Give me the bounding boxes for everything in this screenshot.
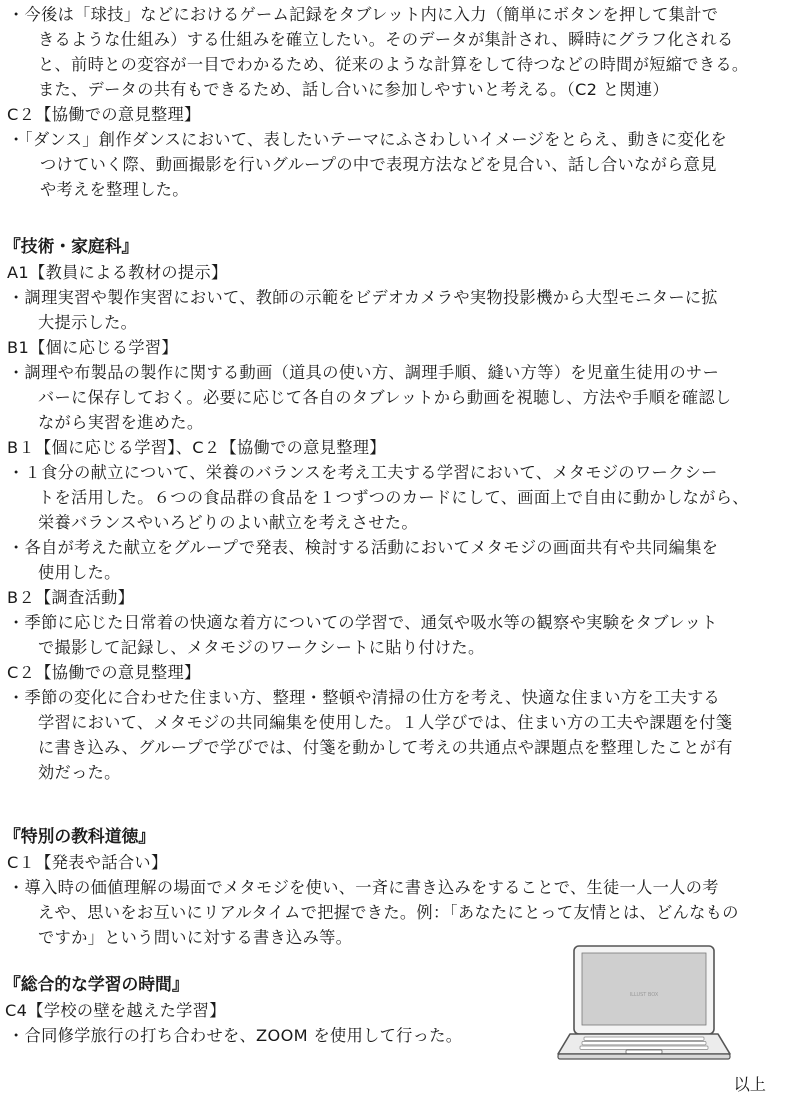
subheading-a1: A1【教員による教材の提示】 [7, 263, 228, 282]
text-line: と、前時との変容が一目でわかるため、従来のような計算をして待つなどの時間が短縮できる。 [38, 55, 749, 74]
text-line: トを活用した。６つの食品群の食品を１つずつのカードにして、画面上で自由に動かしながら、 [38, 488, 749, 507]
subheading-c4: C4【学校の壁を越えた学習】 [5, 1001, 226, 1020]
text-line: ・季節に応じた日常着の快適な着方についての学習で、通気や吸水等の観察や実験をタブレット [8, 613, 718, 632]
text-line: きるような仕組み）する仕組みを確立したい。そのデータが集計され、瞬時にグラフ化される [38, 30, 734, 49]
text-line: ・１食分の献立について、栄養のバランスを考え工夫する学習において、メタモジのワークシー [8, 463, 718, 482]
section-title: 『技術・家庭科』 [4, 236, 139, 256]
text-line: ながら実習を進めた。 [38, 413, 204, 432]
laptop-icon [556, 944, 732, 1062]
text-line: ・調理や布製品の製作に関する動画（道具の使い方、調理手順、縫い方等）を児童生徒用のサー [8, 363, 720, 382]
text-line: バーに保存しておく。必要に応じて各自のタブレットから動画を視聴し、方法や手順を確認し [38, 388, 732, 407]
text-line: また、データの共有もできるため、話し合いに参加しやすいと考える。（C2 と関連） [38, 80, 669, 99]
illustration-caption: ILLUST BOX [629, 992, 659, 998]
text-line: ・各自が考えた献立をグループで発表、検討する活動においてメタモジの画面共有や共同編集を [8, 538, 719, 557]
text-line: 学習において、メタモジの共同編集を使用した。１人学びでは、住まい方の工夫や課題を付箋 [38, 713, 733, 732]
text-line: 効だった。 [38, 763, 121, 782]
text-line: ・今後は「球技」などにおけるゲーム記録をタブレット内に入力（簡単にボタンを押して集計で [8, 5, 719, 24]
subheading-c2: C２【協働での意見整理】 [7, 105, 201, 124]
text-line: つけていく際、動画撮影を行いグループの中で表現方法などを見合い、話し合いながら意見 [40, 155, 717, 174]
text-line: 栄養バランスやいろどりのよい献立を考えさせた。 [38, 513, 418, 532]
text-line: ・調理実習や製作実習において、教師の示範をビデオカメラや実物投影機から大型モニターに拡 [8, 288, 718, 307]
text-line: 使用した。 [38, 563, 121, 582]
text-line: えや、思いをお互いにリアルタイムで把握できた。例：「あなたにとって友情とは、どんなもの [38, 903, 739, 922]
pe-continuation [0, 2, 800, 202]
text-line: ・合同修学旅行の打ち合わせを、ZOOM を使用して行った。 [8, 1026, 463, 1045]
subheading-b2: B２【調査活動】 [7, 588, 135, 607]
text-line: ・「ダンス」創作ダンスにおいて、表したいテーマにふさわしいイメージをとらえ、動きに変化を [8, 130, 728, 149]
section-title: 『総合的な学習の時間』 [4, 974, 189, 994]
text-line: に書き込み、グループで学びでは、付箋を動かして考えの共通点や課題点を整理したことが有 [38, 738, 733, 757]
section-gika [0, 232, 800, 785]
text-line: 大提示した。 [38, 313, 138, 332]
subheading-c2: C２【協働での意見整理】 [7, 663, 201, 682]
subheading-c1: C１【発表や話合い】 [7, 853, 168, 872]
section-doutoku [0, 822, 800, 950]
subheading-b1-c2: B１【個に応じる学習】、C２【協働での意見整理】 [7, 438, 386, 457]
text-line: ・季節の変化に合わせた住まい方、整理・整頓や清掃の仕方を考え、快適な住まい方を工夫する [8, 688, 721, 707]
text-line: ですか」という問いに対する書き込み等。 [38, 928, 353, 947]
section-title: 『特別の教科道徳』 [4, 826, 156, 846]
subheading-b1: B1【個に応じる学習】 [7, 338, 178, 357]
text-line: や考えを整理した。 [40, 180, 189, 199]
text-line: ・導入時の価値理解の場面でメタモジを使い、一斉に書き込みをすることで、生徒一人一人の考 [8, 878, 719, 897]
text-line: で撮影して記録し、メタモジのワークシートに貼り付けた。 [38, 638, 485, 657]
closing-text: 以上 [733, 1075, 766, 1094]
